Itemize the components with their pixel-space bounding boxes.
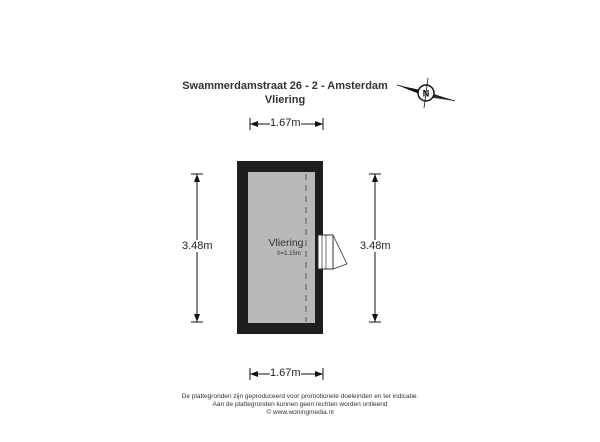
right-height-label: 3.48m: [360, 240, 391, 252]
window: [318, 235, 347, 269]
compass-north-label: N: [422, 88, 430, 99]
footer-disclaimer-1: De plattegronden zijn geproduceerd voor promotionele doeleinden en ter indicatie.: [181, 393, 419, 400]
plan-floor-title: Vliering: [264, 94, 306, 106]
left-height-label: 3.48m: [182, 240, 213, 252]
top-width-label: 1.67m: [270, 117, 301, 129]
footer-disclaimer-2: Aan de plattegronden kunnen geen rechten worden ontleend: [212, 401, 388, 408]
plan-address-title: Swammerdamstraat 26 - 2 - Amsterdam: [182, 80, 388, 92]
room-name-label: Vliering: [268, 237, 304, 249]
bottom-width-label: 1.67m: [270, 367, 301, 379]
footer-copyright: © www.woningmedia.nl: [266, 409, 334, 416]
room-height-label: h=1.15m: [277, 251, 301, 257]
compass-icon: [397, 78, 455, 108]
